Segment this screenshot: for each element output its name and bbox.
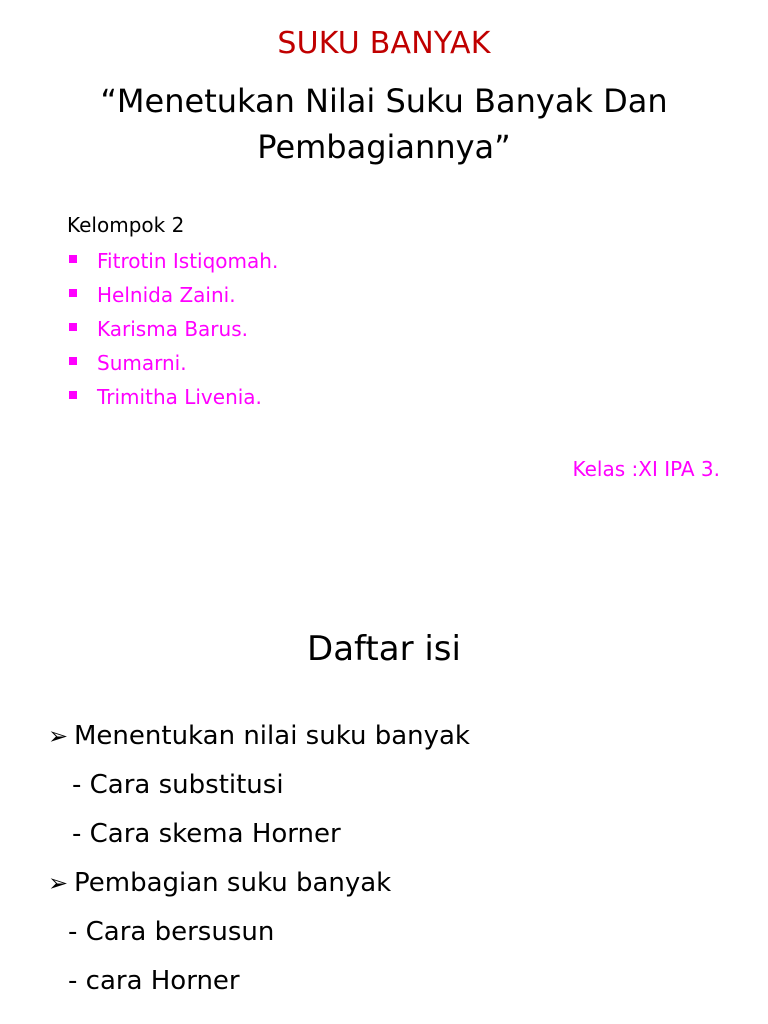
contents-subitem: - Cara skema Horner: [72, 819, 341, 849]
member-name: Sumarni.: [97, 351, 187, 375]
contents-subitem: - Cara bersusun: [68, 917, 275, 947]
slide-title: SUKU BANYAK: [277, 26, 491, 61]
contents-list: [48, 712, 470, 1006]
contents-subitem: - cara Horner: [68, 966, 240, 996]
contents-title: Daftar isi: [307, 629, 461, 669]
member-name: Helnida Zaini.: [97, 283, 236, 307]
member-name: Trimitha Livenia.: [97, 385, 262, 409]
square-bullet-icon: [69, 323, 77, 331]
class-label: Kelas :XI IPA 3.: [572, 457, 720, 481]
member-item: [67, 346, 278, 380]
square-bullet-icon: [69, 357, 77, 365]
member-name: Karisma Barus.: [97, 317, 248, 341]
square-bullet-icon: [69, 289, 77, 297]
section-label: Pembagian suku banyak: [74, 868, 392, 898]
contents-section: [48, 859, 470, 908]
member-item: [67, 278, 278, 312]
arrowhead-bullet-icon: ➢: [48, 869, 69, 897]
square-bullet-icon: [69, 255, 77, 263]
contents-section: [48, 712, 470, 761]
member-item: [67, 244, 278, 278]
section-label: Menentukan nilai suku banyak: [74, 721, 470, 751]
member-list: [67, 244, 278, 414]
arrowhead-bullet-icon: ➢: [48, 722, 69, 750]
member-name: Fitrotin Istiqomah.: [97, 249, 279, 273]
contents-subitem: - Cara substitusi: [72, 770, 284, 800]
group-label: Kelompok 2: [67, 213, 185, 237]
contents-slide: [0, 600, 768, 1024]
member-item: [67, 380, 278, 414]
square-bullet-icon: [69, 391, 77, 399]
slide-subtitle: “Menetukan Nilai Suku Banyak Dan Pembagiannya”: [100, 82, 668, 166]
member-item: [67, 312, 278, 346]
